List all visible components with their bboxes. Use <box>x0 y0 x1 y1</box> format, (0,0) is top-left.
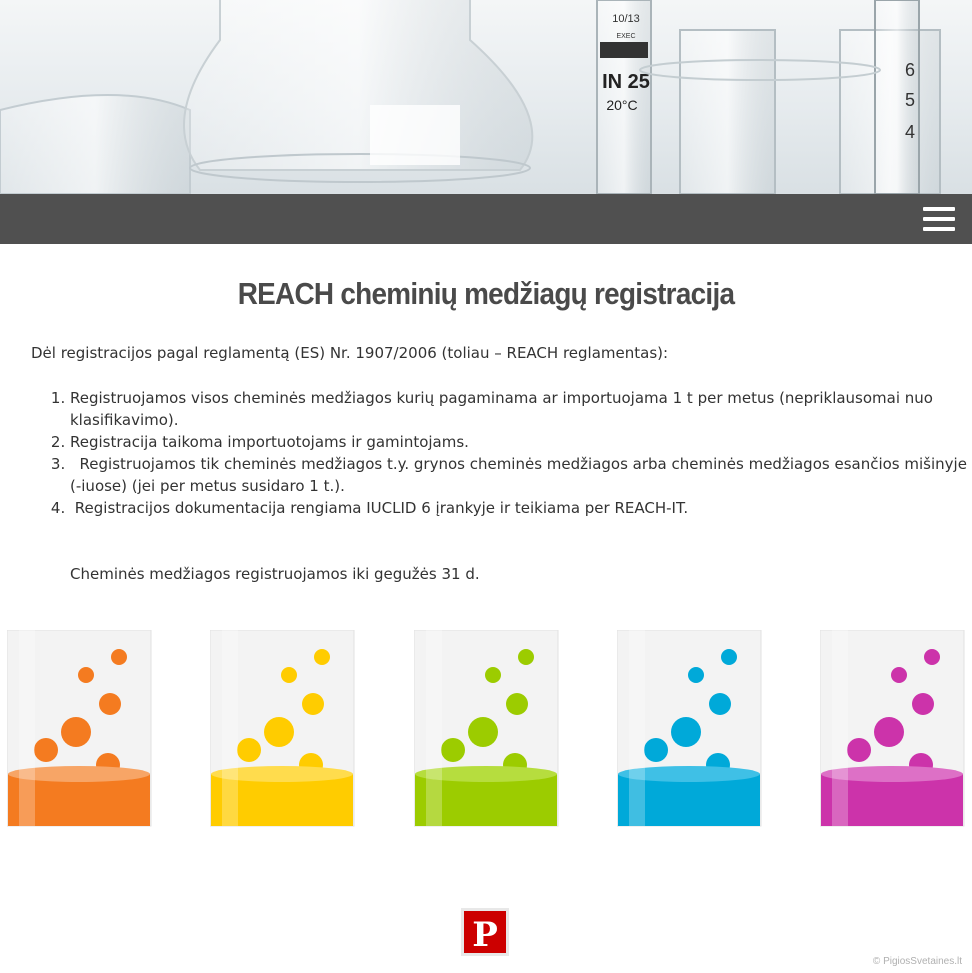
glass-text: 20°C <box>606 97 638 113</box>
intro-paragraph: Dėl registracijos pagal reglamentą (ES) Nr. 1907/2006 (toliau – REACH reglamentas): <box>31 344 669 362</box>
menu-bar-line <box>923 227 955 231</box>
glass-text: 10/13 <box>612 13 640 25</box>
bubble <box>111 649 127 665</box>
glass-text: IN 25 <box>602 71 650 93</box>
glass-label-box <box>600 42 648 58</box>
bubble <box>78 667 94 683</box>
bubble <box>264 717 294 747</box>
list-item: 3. Registruojamos tik cheminės medžiagos t.y. grynos cheminės medžiagos arba cheminės medžiagos esančios mišinyje (-iuose) (jei per metus susidaro 1 t.). <box>70 453 970 497</box>
bubble <box>61 717 91 747</box>
bubble <box>506 693 528 715</box>
bubble <box>34 738 58 762</box>
glass-shine <box>832 630 848 826</box>
menu-bar-line <box>923 217 955 221</box>
bubble <box>518 649 534 665</box>
list-item: 2. Registracija taikoma importuotojams ir gamintojams. <box>70 431 970 453</box>
page-title: REACH cheminių medžiagų registracija <box>237 276 735 311</box>
beakers-illustration <box>0 630 972 830</box>
bubble <box>302 693 324 715</box>
bubble <box>891 667 907 683</box>
glassware-illustration <box>0 0 972 194</box>
beaker-icon <box>617 630 763 828</box>
bubble <box>237 738 261 762</box>
p-logo-icon <box>461 908 509 956</box>
glass-text: 6 <box>904 60 916 80</box>
bubble <box>314 649 330 665</box>
requirements-list <box>31 387 970 519</box>
bubble <box>924 649 940 665</box>
navigation-bar <box>0 194 972 244</box>
bubble <box>441 738 465 762</box>
beaker-icon <box>210 630 356 828</box>
bubble <box>281 667 297 683</box>
glass-text: 4 <box>904 122 916 142</box>
beaker-icon <box>820 630 966 828</box>
bubble <box>468 717 498 747</box>
logo-letter: P <box>472 915 498 955</box>
glass-text: EXEC <box>616 33 636 40</box>
beaker-icon <box>414 630 560 828</box>
bubble <box>671 717 701 747</box>
beaker-icon <box>7 630 153 828</box>
bubble <box>721 649 737 665</box>
glass-shine <box>629 630 645 826</box>
glass-shine <box>19 630 35 826</box>
hero-image <box>0 0 972 194</box>
bubble <box>874 717 904 747</box>
bubble <box>912 693 934 715</box>
bubble <box>99 693 121 715</box>
bubble <box>644 738 668 762</box>
glass-text: 5 <box>904 90 916 110</box>
copyright-text: © PigiosSvetaines.lt <box>872 956 962 967</box>
list-item: 4. Registracijos dokumentacija rengiama IUCLID 6 įrankyje ir teikiama per REACH-IT. <box>70 497 970 519</box>
menu-bar-line <box>923 207 955 211</box>
glass-shine <box>426 630 442 826</box>
list-item: 1. Registruojamos visos cheminės medžiagos kurių pagaminama ar importuojama 1 t per metus (nepriklausomai nuo klasifikavimo). <box>70 387 970 431</box>
deadline-note: Cheminės medžiagos registruojamos iki gegužės 31 d. <box>70 565 480 583</box>
bubble <box>485 667 501 683</box>
glass-shine <box>222 630 238 826</box>
hamburger-menu-icon[interactable] <box>923 206 955 232</box>
footer-logo[interactable] <box>461 908 509 956</box>
bubble <box>847 738 871 762</box>
bubble <box>688 667 704 683</box>
bubble <box>709 693 731 715</box>
